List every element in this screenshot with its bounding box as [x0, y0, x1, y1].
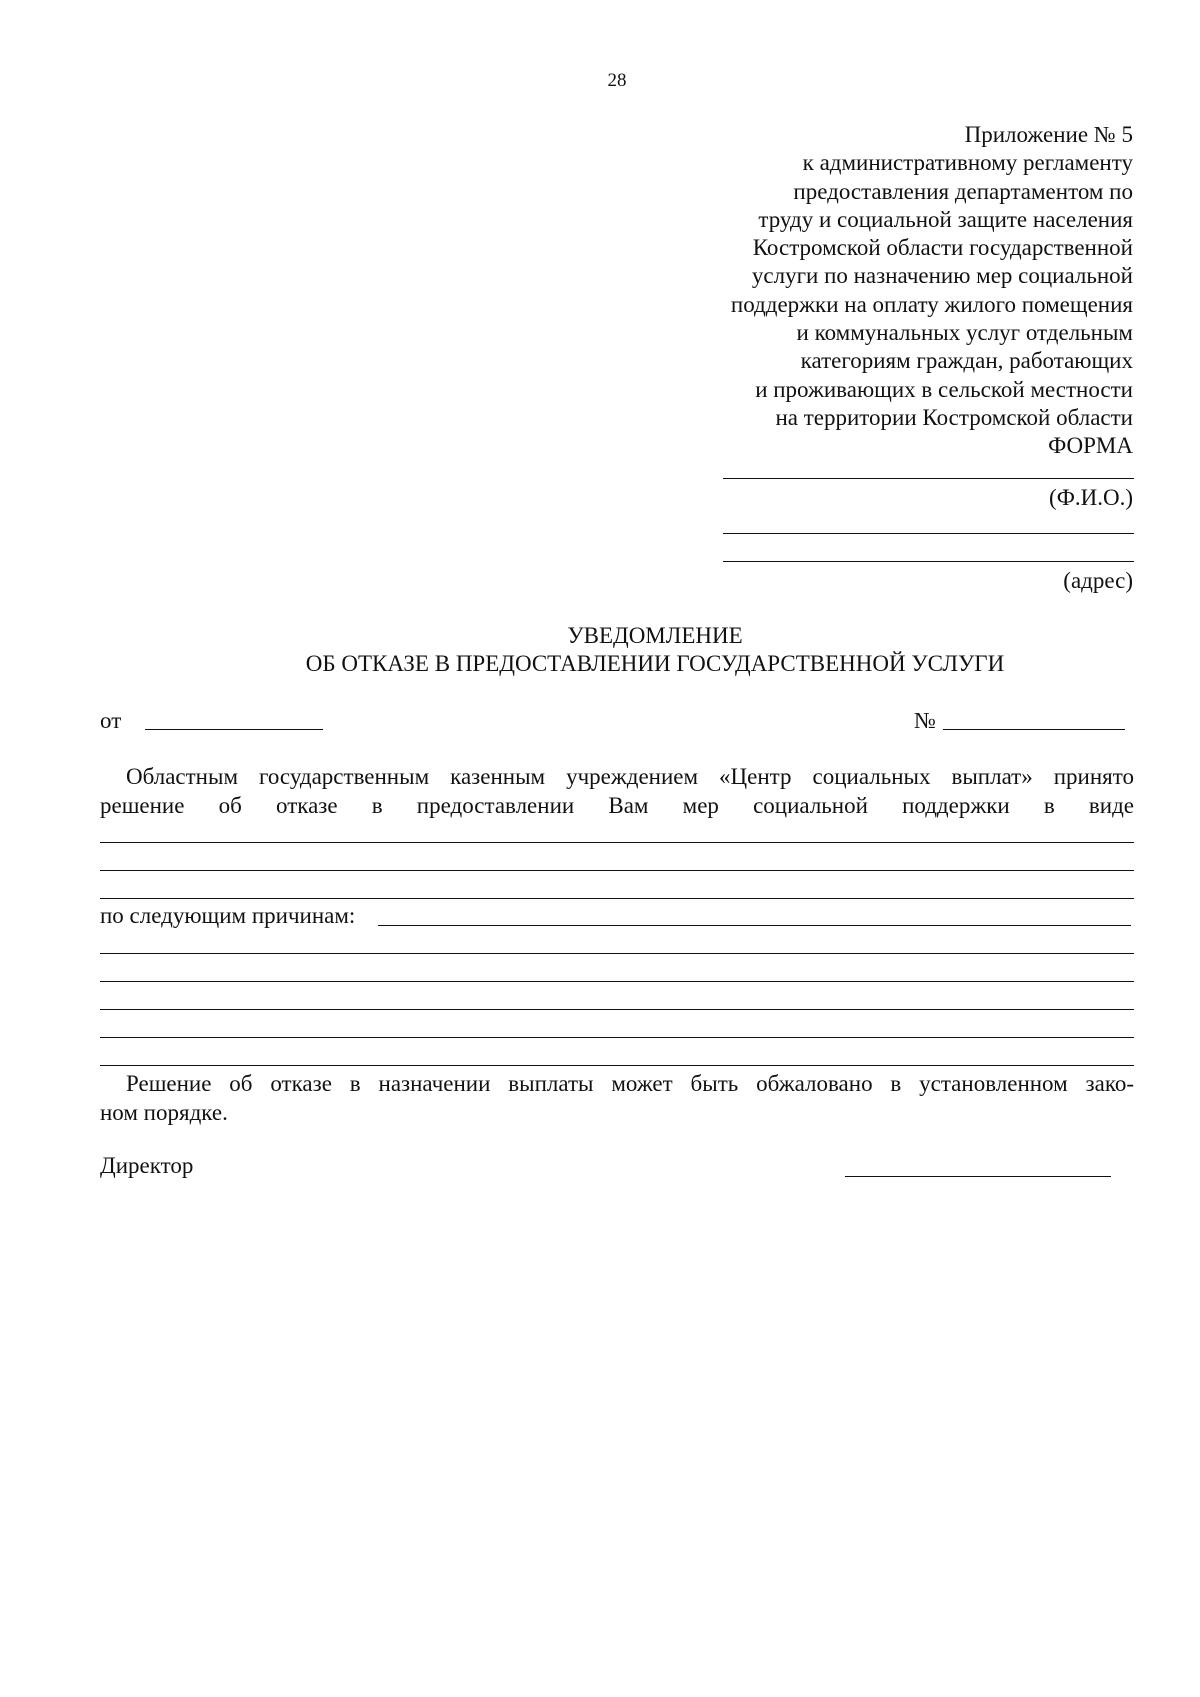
director-signature-field[interactable] [845, 1176, 1111, 1177]
reasons-field-line-1[interactable] [378, 925, 1131, 926]
appeal-line-2: ном порядке. [100, 1099, 228, 1125]
director-label: Директор [100, 1153, 194, 1178]
page-number: 28 [607, 70, 627, 91]
from-label: от [100, 708, 122, 733]
reasons-field-line-3[interactable] [100, 981, 1134, 982]
appendix-line: и коммунальных услуг отдельным [796, 320, 1133, 346]
appendix-line: предоставления департаментом по [793, 178, 1133, 204]
appendix-line: категориям граждан, работающих [800, 348, 1133, 374]
form-label: ФОРМА [1048, 433, 1133, 459]
title-line-2: ОБ ОТКАЗЕ В ПРЕДОСТАВЛЕНИИ ГОСУДАРСТВЕННОЙ УСЛУГИ [305, 651, 1005, 676]
measures-field-line-2[interactable] [100, 870, 1134, 871]
appendix-line: и проживающих в сельской местности [755, 376, 1133, 402]
appendix-line: Приложение № 5 [964, 122, 1133, 147]
measures-field-line-3[interactable] [100, 898, 1134, 899]
reasons-field-line-4[interactable] [100, 1009, 1134, 1010]
appendix-line: на территории Костромской области [775, 404, 1133, 430]
appendix-line: труду и социальной защите населения [758, 206, 1133, 232]
address-field-line-1[interactable] [723, 533, 1134, 534]
appendix-line: услуги по назначению мер социальной [751, 263, 1133, 289]
appendix-line: Костромской области государственной [752, 235, 1133, 261]
appendix-line: к административному регламенту [802, 150, 1133, 176]
reasons-label: по следующим причинам: [100, 903, 356, 928]
intro-paragraph [100, 763, 1134, 820]
address-caption: (адрес) [1063, 568, 1133, 593]
appendix-header [731, 121, 1133, 461]
date-field[interactable] [145, 729, 323, 730]
appendix-line: поддержки на оплату жилого помещения [730, 291, 1133, 317]
appeal-line-1: Решение об отказе в назначении выплаты может быть обжаловано в установленном зако- [126, 1071, 1134, 1096]
reasons-field-line-6[interactable] [100, 1065, 1134, 1066]
reasons-field-line-2[interactable] [100, 953, 1134, 954]
reasons-field-line-5[interactable] [100, 1037, 1134, 1038]
intro-line-1: Областным государственным казенным учреждением «Центр социальных выплат» принято [126, 764, 1134, 789]
measures-field-line-1[interactable] [100, 842, 1134, 843]
number-field[interactable] [943, 729, 1125, 730]
address-field-line-2[interactable] [723, 561, 1134, 562]
number-label: № [914, 708, 936, 733]
appeal-paragraph [100, 1070, 1134, 1127]
document-title [0, 622, 1200, 678]
fio-field[interactable] [723, 478, 1134, 479]
fio-caption: (Ф.И.О.) [1049, 485, 1133, 510]
intro-line-2: решение об отказе в предоставлении Вам мер социальной поддержки в виде [100, 792, 1134, 818]
title-line-1: УВЕДОМЛЕНИЕ [567, 623, 743, 648]
